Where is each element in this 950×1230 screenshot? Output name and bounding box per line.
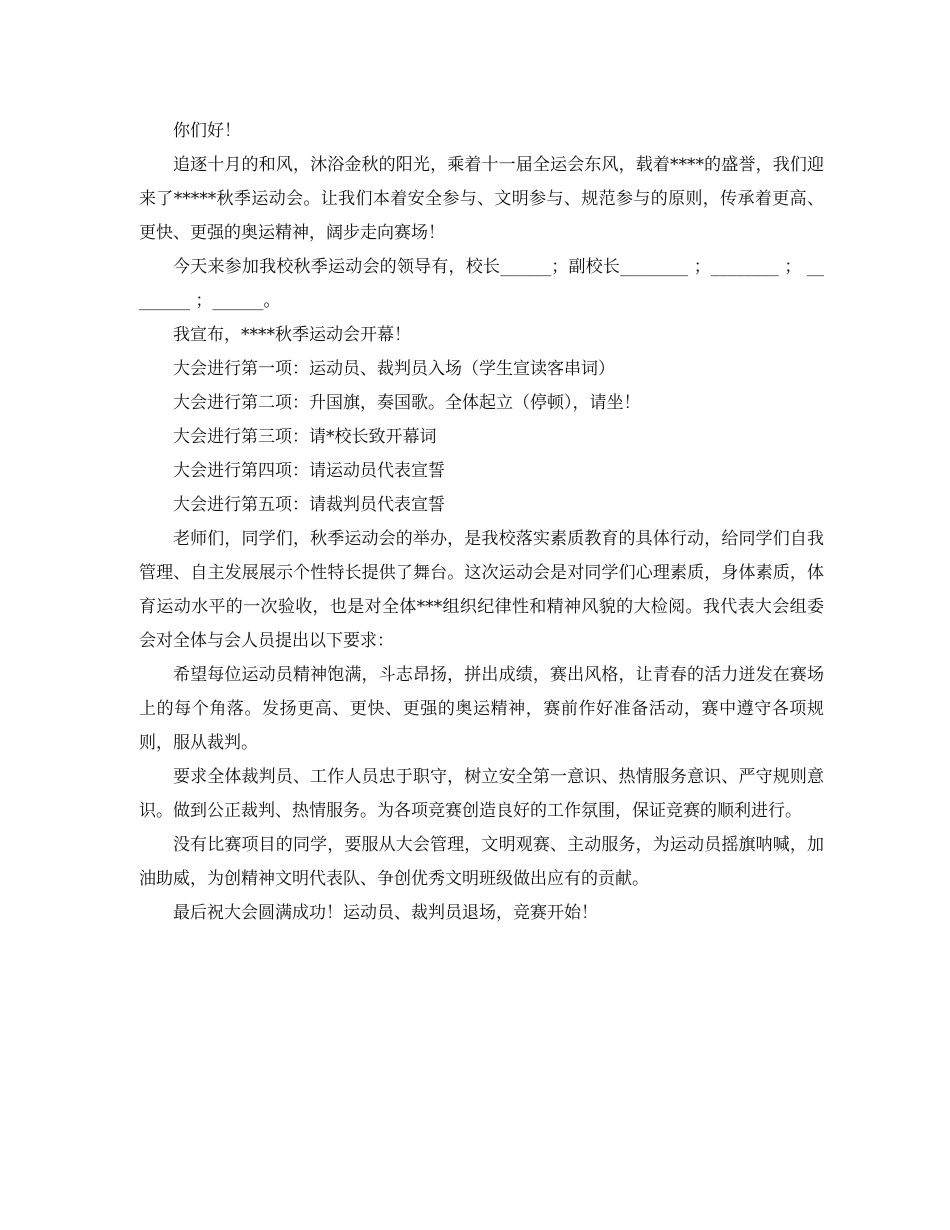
address-paragraph: 老师们，同学们，秋季运动会的举办，是我校落实素质教育的具体行动，给同学们自我管理、自主发展展示个性特长提供了舞台。这次运动会是对同学们心理素质，身体素质，体育运动水平的一次验收，也是对全体***组织纪律性和精神风貌的大检阅。我代表大会组委会对全体与会人员提出以下要求：	[139, 529, 824, 651]
leaders-paragraph: 今天来参加我校秋季运动会的领导有，校长______；副校长________ ；________ ； ________ ；______。	[139, 257, 824, 311]
agenda-item-4: 大会进行第四项：请运动员代表宣誓	[173, 461, 445, 481]
spectators-requirement-paragraph: 没有比赛项目的同学，要服从大会管理，文明观赛、主动服务，为运动员摇旗呐喊，加油助威，为创精神文明代表队、争创优秀文明班级做出应有的贡献。	[139, 835, 824, 889]
opening-paragraph: 追逐十月的和风，沐浴金秋的阳光，乘着十一届全运会东风，载着****的盛誉，我们迎来了*****秋季运动会。让我们本着安全参与、文明参与、规范参与的原则，传承着更高、更快、更强的奥运精神，阔步走向赛场！	[139, 155, 824, 243]
declaration-paragraph: 我宣布，****秋季运动会开幕！	[173, 325, 411, 345]
athletes-requirement-paragraph: 希望每位运动员精神饱满，斗志昂扬，拼出成绩，赛出风格，让青春的活力迸发在赛场上的每个角落。发扬更高、更快、更强的奥运精神，赛前作好准备活动，赛中遵守各项规则，服从裁判。	[139, 665, 824, 753]
agenda-item-2: 大会进行第二项：升国旗，奏国歌。全体起立（停顿），请坐！	[173, 393, 641, 413]
agenda-item-5: 大会进行第五项：请裁判员代表宣誓	[173, 495, 445, 515]
agenda-item-1: 大会进行第一项：运动员、裁判员入场（学生宣读客串词）	[173, 359, 615, 379]
greeting-paragraph: 你们好！	[173, 121, 241, 141]
document-body	[139, 114, 824, 930]
referees-requirement-paragraph: 要求全体裁判员、工作人员忠于职守，树立安全第一意识、热情服务意识、严守规则意识。做到公正裁判、热情服务。为各项竞赛创造良好的工作氛围，保证竞赛的顺利进行。	[139, 767, 824, 821]
agenda-item-3: 大会进行第三项：请*校长致开幕词	[173, 427, 437, 447]
closing-paragraph: 最后祝大会圆满成功！运动员、裁判员退场，竞赛开始！	[173, 903, 598, 923]
